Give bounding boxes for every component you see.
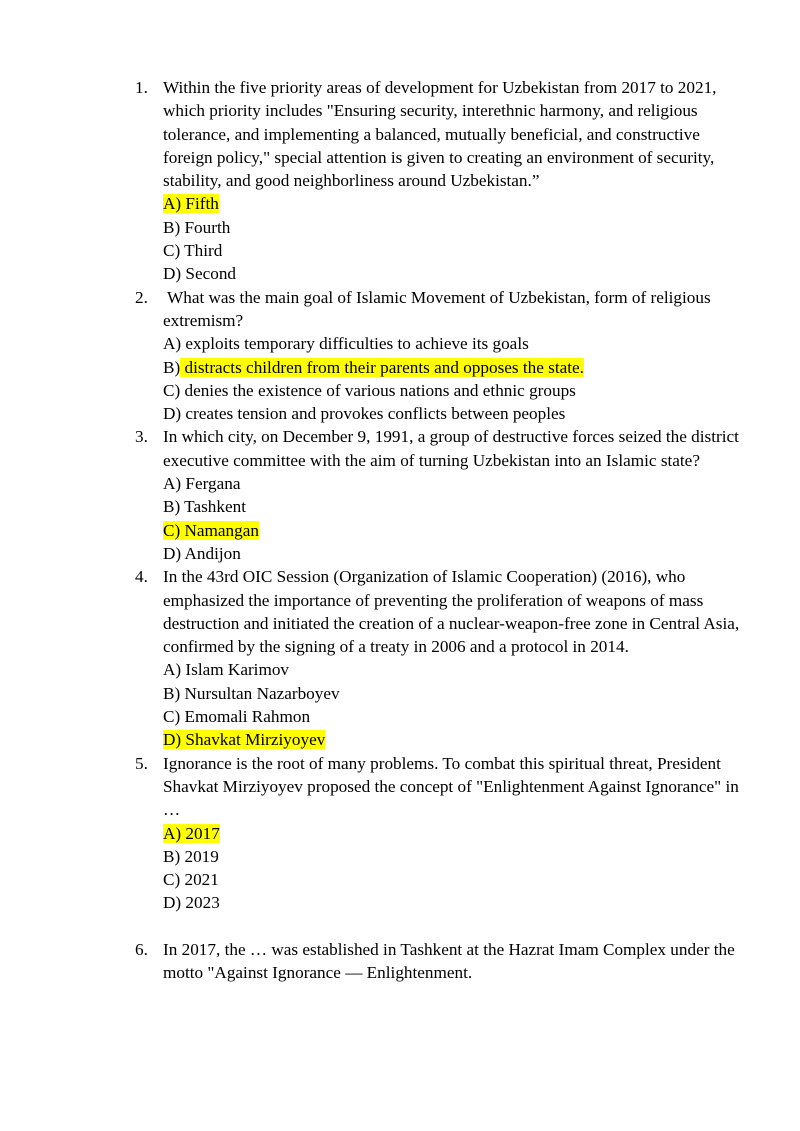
option-b: B) 2019 bbox=[163, 846, 219, 866]
question-text: Ignorance is the root of many problems. To combat this spiritual threat, President Shavkat Mirziyoyev proposed the concept of "Enlightenment Against Ignorance" in … bbox=[163, 753, 739, 820]
question-number: 2. bbox=[135, 287, 148, 307]
question-number: 5. bbox=[135, 753, 148, 773]
question-text: In which city, on December 9, 1991, a group of destructive forces seized the district executive committee with the aim of turning Uzbekistan into an Islamic state? bbox=[163, 427, 739, 470]
option-a: A) exploits temporary difficulties to achieve its goals bbox=[163, 334, 529, 354]
option-c: C) denies the existence of various nations and ethnic groups bbox=[163, 380, 576, 400]
question-4 bbox=[0, 565, 800, 751]
option-a bbox=[163, 822, 748, 845]
option-d: D) Andijon bbox=[163, 543, 241, 563]
option-d: D) creates tension and provokes conflicts between peoples bbox=[163, 404, 566, 424]
answer-highlight: A) Fifth bbox=[163, 194, 219, 214]
option-d bbox=[163, 728, 748, 751]
question-text: Within the five priority areas of development for Uzbekistan from 2017 to 2021, which priority includes "Ensuring security, interethnic harmony, and religious tolerance, and implementing a balanced, mutually beneficial, and constructive foreign policy," special attention is given to creating an environment of security, stability, and good neighborliness around Uzbekistan.” bbox=[163, 78, 717, 191]
question-6 bbox=[0, 938, 800, 985]
option-d: D) Second bbox=[163, 264, 237, 284]
option-a: A) Islam Karimov bbox=[163, 660, 290, 680]
question-2 bbox=[0, 286, 800, 426]
blank-line bbox=[0, 915, 800, 938]
option-d: D) 2023 bbox=[163, 893, 220, 913]
option-c bbox=[163, 519, 748, 542]
option-c: C) Emomali Rahmon bbox=[163, 707, 311, 727]
option-c: C) Third bbox=[163, 241, 223, 261]
answer-highlight: D) Shavkat Mirziyoyev bbox=[163, 730, 326, 750]
answer-highlight: C) Namangan bbox=[163, 520, 259, 540]
document-page bbox=[0, 76, 800, 985]
option-c: C) 2021 bbox=[163, 870, 219, 890]
option-letter: B) bbox=[163, 357, 181, 377]
option-b: B) Tashkent bbox=[163, 497, 246, 517]
option-b: B) Fourth bbox=[163, 217, 231, 237]
question-number: 4. bbox=[135, 567, 148, 587]
option-a: A) Fergana bbox=[163, 474, 241, 494]
option-a bbox=[163, 192, 748, 215]
option-b: B) Nursultan Nazarboyev bbox=[163, 683, 340, 703]
question-number: 1. bbox=[135, 78, 148, 97]
question-1 bbox=[0, 76, 800, 286]
question-5 bbox=[0, 752, 800, 915]
question-text: What was the main goal of Islamic Movement of Uzbekistan, form of religious extremism? bbox=[163, 287, 711, 330]
question-text: In 2017, the … was established in Tashkent at the Hazrat Imam Complex under the motto "Against Ignorance — Enlightenment. bbox=[163, 939, 735, 983]
question-number: 6. bbox=[135, 939, 148, 959]
option-b bbox=[163, 356, 748, 379]
answer-highlight: distracts children from their parents and opposes the state. bbox=[180, 357, 584, 377]
question-3 bbox=[0, 425, 800, 565]
question-text: In the 43rd OIC Session (Organization of Islamic Cooperation) (2016), who emphasized the importance of preventing the proliferation of weapons of mass destruction and initiated the creation of a nuclear-weapon-free zone in Central Asia, confirmed by the signing of a treaty in 2006 and a protocol in 2014. bbox=[163, 567, 740, 657]
question-number: 3. bbox=[135, 427, 148, 447]
answer-highlight: A) 2017 bbox=[163, 823, 220, 843]
